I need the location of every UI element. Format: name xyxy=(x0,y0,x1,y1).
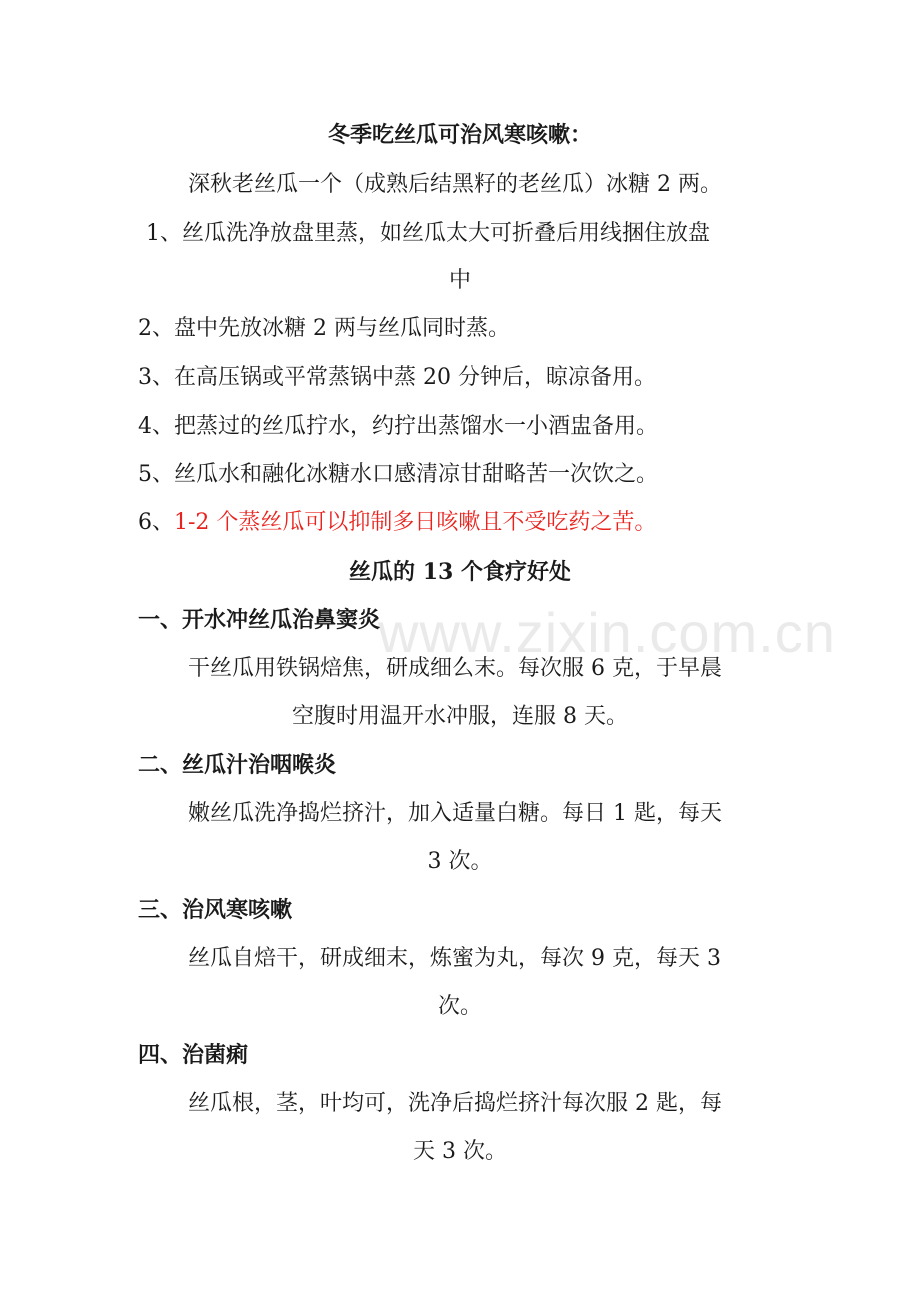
step-2: 2、盘中先放冰糖 2 两与丝瓜同时蒸。 xyxy=(138,316,510,341)
watermark: www.zixin.com.cn xyxy=(378,601,836,664)
step-6 xyxy=(138,508,656,538)
benefit-4-line-2: 天 3 次。 xyxy=(413,1139,507,1164)
benefit-4-line-1: 丝瓜根，茎，叶均可，洗净后捣烂挤汁每次服 2 匙，每 xyxy=(188,1091,722,1116)
step-6-highlight: 1-2 个蒸丝瓜可以抑制多日咳嗽且不受吃药之苦。 xyxy=(174,510,657,535)
step-3: 3、在高压锅或平常蒸锅中蒸 20 分钟后，晾凉备用。 xyxy=(138,365,656,390)
benefit-2-line-2: 3 次。 xyxy=(427,849,493,874)
benefit-2-heading: 二、丝瓜汁治咽喉炎 xyxy=(138,752,337,778)
step-1-line-1: 1、丝瓜洗净放盘里蒸，如丝瓜太大可折叠后用线捆住放盘 xyxy=(146,221,710,246)
step-5: 5、丝瓜水和融化冰糖水口感清凉甘甜略苦一次饮之。 xyxy=(138,462,658,487)
benefit-3-heading: 三、治风寒咳嗽 xyxy=(138,897,293,923)
benefit-2-line-1: 嫩丝瓜洗净捣烂挤汁，加入适量白糖。每日 1 匙，每天 xyxy=(188,801,722,826)
benefit-3-line-1: 丝瓜自焙干，研成细末，炼蜜为丸，每次 9 克，每天 3 xyxy=(188,946,721,971)
document-title: 冬季吃丝瓜可治风寒咳嗽： xyxy=(327,122,592,148)
ingredients-intro: 深秋老丝瓜一个（成熟后结黑籽的老丝瓜）冰糖 2 两。 xyxy=(188,172,722,197)
step-6-number: 6、 xyxy=(138,510,174,535)
benefit-1-heading: 一、开水冲丝瓜治鼻窦炎 xyxy=(138,607,381,633)
section-title: 丝瓜的 13 个食疗好处 xyxy=(349,559,571,585)
benefit-1-line-2: 空腹时用温开水冲服，连服 8 天。 xyxy=(292,704,628,729)
benefit-4-heading: 四、治菌痢 xyxy=(138,1042,249,1068)
step-1-line-2: 中 xyxy=(448,268,471,293)
step-4: 4、把蒸过的丝瓜拧水，约拧出蒸馏水一小酒盅备用。 xyxy=(138,414,658,439)
benefit-1-line-1: 干丝瓜用铁锅焙焦，研成细么末。每次服 6 克，于早晨 xyxy=(188,656,722,681)
benefit-3-line-2: 次。 xyxy=(437,994,482,1019)
